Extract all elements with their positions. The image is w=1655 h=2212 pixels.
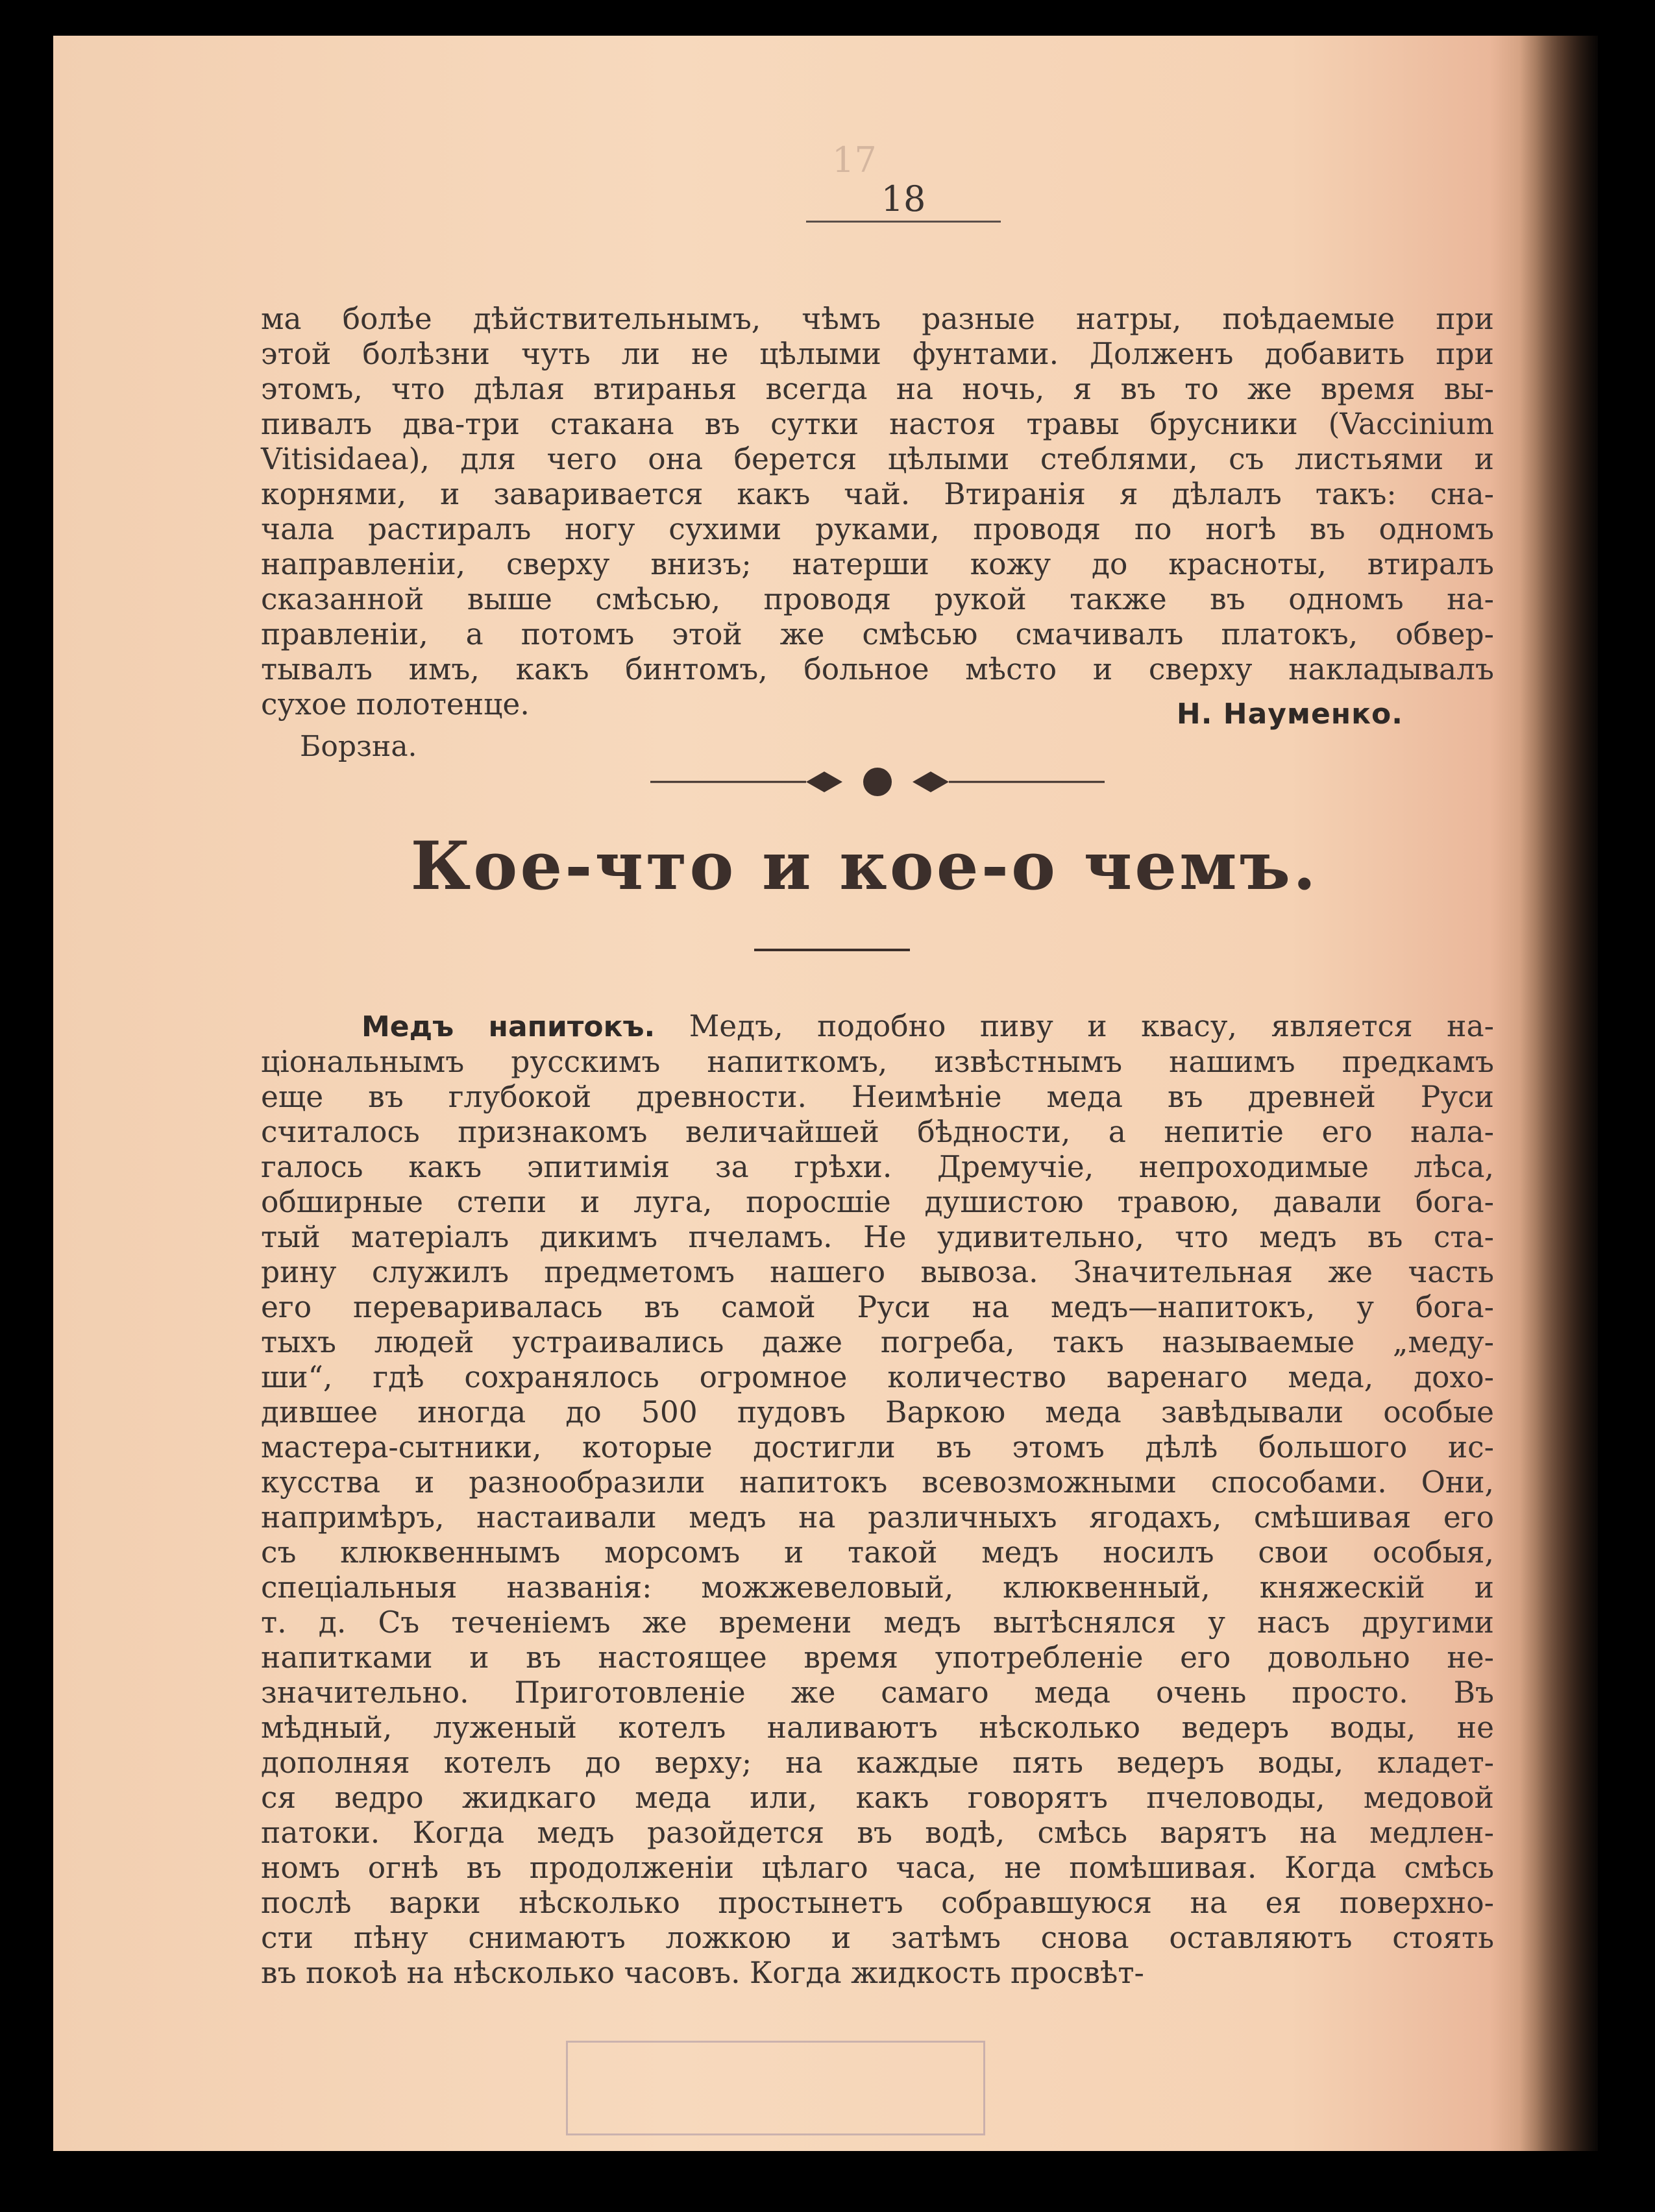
text-line: ціональнымъ русскимъ напиткомъ, извѣстнымъ нашимъ предкамъ — [261, 1045, 1494, 1079]
text-line: ши“, гдѣ сохранялось огромное количество варенаго меда, дохо- — [261, 1360, 1494, 1394]
article-first-line-text: Медъ, подобно пиву и квасу, является на- — [655, 1009, 1494, 1043]
article-first-line — [261, 1009, 1494, 1045]
text-line: этомъ, что дѣлая втиранья всегда на ночь, я въ то же время вы- — [261, 372, 1494, 406]
author-signature: Н. Науменко. — [1176, 698, 1403, 731]
text-line: ма болѣе дѣйствительнымъ, чѣмъ разные натры, поѣдаемые при — [261, 302, 1494, 336]
text-line: сказанной выше смѣсью, проводя рукой также въ одномъ на- — [261, 582, 1494, 616]
text-line: значительно. Приготовленіе же самаго меда очень просто. Въ — [261, 1675, 1494, 1710]
text-line: ся ведро жидкаго меда или, какъ говорятъ пчеловоды, медовой — [261, 1781, 1494, 1815]
text-line: съ клюквеннымъ морсомъ и такой медъ носилъ свои особыя, — [261, 1535, 1494, 1570]
text-line: корнями, и заваривается какъ чай. Втиранія я дѣлалъ такъ: сна- — [261, 477, 1494, 511]
bleed-through-page-number: 17 — [832, 140, 877, 180]
article-lead: Медъ напитокъ. — [362, 1010, 656, 1043]
text-line: мѣдный, луженый котелъ наливаютъ нѣсколько ведеръ воды, не — [261, 1710, 1494, 1745]
text-line: считалось признакомъ величайшей бѣдности, а непитіе его нала- — [261, 1115, 1494, 1149]
title-rule — [754, 949, 910, 951]
text-line: еще въ глубокой древности. Неимѣніе меда въ древней Руси — [261, 1080, 1494, 1114]
text-line: напримѣръ, настаивали медъ на различныхъ ягодахъ, смѣшивая его — [261, 1500, 1494, 1535]
text-line: направленіи, сверху внизъ; натерши кожу до красноты, втиралъ — [261, 547, 1494, 581]
continuation-text — [261, 302, 1494, 722]
text-line: этой болѣзни чуть ли не цѣлыми фунтами. Долженъ добавить при — [261, 337, 1494, 371]
article-title: Кое-что и кое-о чемъ. — [410, 827, 1319, 905]
text-line: спеціальныя названія: можжевеловый, клюквенный, княжескій и — [261, 1570, 1494, 1605]
text-line: тый матеріалъ дикимъ пчеламъ. Не удивительно, что медъ въ ста- — [261, 1220, 1494, 1254]
text-line: мастера-сытники, которые достигли въ этомъ дѣлѣ большого ис- — [261, 1430, 1494, 1465]
page-number: 18 — [881, 178, 926, 219]
text-line: Vitisidaea), для чего она берется цѣлыми стеблями, съ листьями и — [261, 442, 1494, 476]
text-line: тыхъ людей устраивались даже погреба, такъ называемые „меду- — [261, 1325, 1494, 1359]
text-line: сухое полотенце. — [261, 687, 530, 722]
text-line: послѣ варки нѣсколько простынетъ собравшуюся на ея поверхно- — [261, 1886, 1494, 1920]
text-line: чала растиралъ ногу сухими руками, проводя по ногѣ въ одномъ — [261, 512, 1494, 546]
text-line: въ покоѣ на нѣсколько часовъ. Когда жидкость просвѣт- — [261, 1956, 1144, 1990]
page-number-rule — [806, 221, 1001, 223]
text-line: дополняя котелъ до верху; на каждые пять ведеръ воды, кладет- — [261, 1745, 1494, 1780]
text-line: т. д. Съ теченіемъ же времени медъ вытѣснялся у насъ другими — [261, 1605, 1494, 1640]
text-line: патоки. Когда медъ разойдется въ водѣ, смѣсь варятъ на медлен- — [261, 1816, 1494, 1850]
library-stamp — [566, 2041, 985, 2135]
text-line: номъ огнѣ въ продолженіи цѣлаго часа, не помѣшивая. Когда смѣсь — [261, 1851, 1494, 1885]
text-line: кусства и разнообразили напитокъ всевозможными способами. Они, — [261, 1465, 1494, 1500]
text-line: его переваривалась въ самой Руси на медъ—напитокъ, у бога- — [261, 1290, 1494, 1324]
binding-shadow — [1520, 36, 1598, 2151]
text-line: сти пѣну снимаютъ ложкою и затѣмъ снова оставляютъ стоять — [261, 1921, 1494, 1955]
article-body — [261, 1009, 1494, 1991]
place-name: Борзна. — [300, 730, 417, 763]
text-line: рину служилъ предметомъ нашего вывоза. Значительная же часть — [261, 1255, 1494, 1289]
text-line: тывалъ имъ, какъ бинтомъ, больное мѣсто и сверху накладывалъ — [261, 652, 1494, 687]
text-line: пивалъ два-три стакана въ сутки настоя травы брусники (Vaccinium — [261, 407, 1494, 441]
section-divider-ornament — [650, 762, 1105, 801]
text-line: правленіи, а потомъ этой же смѣсью смачивалъ платокъ, обвер- — [261, 617, 1494, 651]
book-page — [53, 36, 1598, 2151]
text-line: галось какъ эпитимія за грѣхи. Дремучіе, непроходимые лѣса, — [261, 1150, 1494, 1184]
text-line: дившее иногда до 500 пудовъ Варкою меда завѣдывали особые — [261, 1395, 1494, 1429]
text-line: напитками и въ настоящее время употребленіе его довольно не- — [261, 1640, 1494, 1675]
text-line: обширные степи и луга, поросшіе душистою травою, давали бога- — [261, 1185, 1494, 1219]
